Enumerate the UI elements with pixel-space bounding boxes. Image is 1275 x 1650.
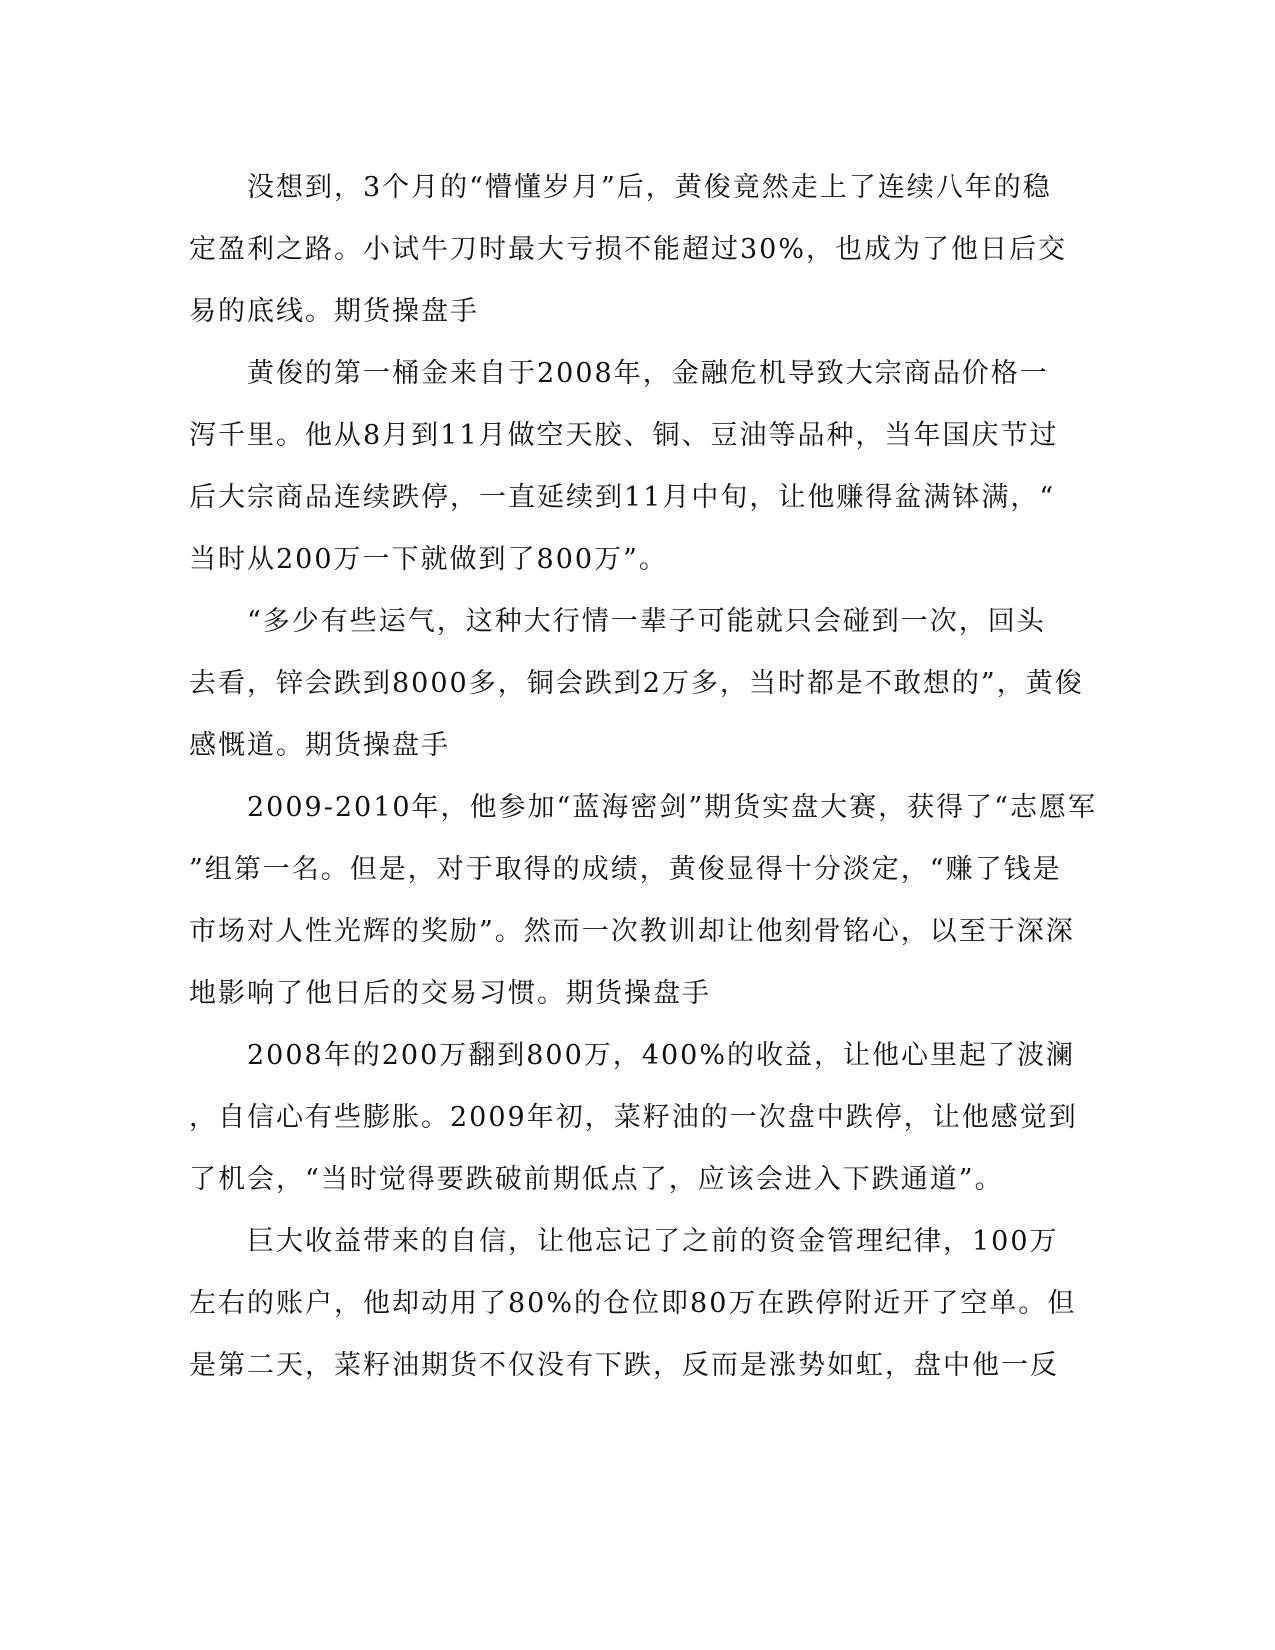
- text-line-11: 2009-2010年，他参加“蓝海密剑”期货实盘大赛，获得了“志愿军: [189, 792, 1097, 823]
- text-line-2: 定盈利之路。小试牛刀时最大亏损不能超过30%，也成为了他日后交: [189, 234, 1068, 265]
- text-line-8: “多少有些运气，这种大行情一辈子可能就只会碰到一次，回头: [189, 606, 1046, 637]
- text-line-20: 是第二天，菜籽油期货不仅没有下跌，反而是涨势如虹，盘中他一反: [189, 1350, 1059, 1381]
- text-line-15: 2008年的200万翻到800万，400%的收益，让他心里起了波澜: [189, 1040, 1075, 1071]
- text-line-14: 地影响了他日后的交易习惯。期货操盘手: [189, 978, 711, 1009]
- text-line-13: 市场对人性光辉的奖励”。然而一次教训却让他刻骨铭心，以至于深深: [189, 916, 1075, 947]
- text-line-9: 去看，锌会跌到8000多，铜会跌到2万多，当时都是不敢想的”，黄俊: [189, 668, 1084, 699]
- text-line-10: 感慨道。期货操盘手: [189, 730, 450, 761]
- text-line-19: 左右的账户，他却动用了80%的仓位即80万在跌停附近开了空单。但: [189, 1288, 1077, 1319]
- text-line-17: 了机会，“当时觉得要跌破前期低点了，应该会进入下跌通道”。: [189, 1164, 1004, 1195]
- text-line-18: 巨大收益带来的自信，让他忘记了之前的资金管理纪律，100万: [189, 1226, 1059, 1257]
- article-body: [189, 157, 1097, 1397]
- text-line-1: 没想到，3个月的“懵懂岁月”后，黄俊竟然走上了连续八年的稳: [189, 172, 1052, 203]
- text-line-12: ”组第一名。但是，对于取得的成绩，黄俊显得十分淡定，“赚了钱是: [189, 854, 1062, 885]
- text-line-3: 易的底线。期货操盘手: [189, 296, 479, 327]
- text-line-5: 泻千里。他从8月到11月做空天胶、铜、豆油等品种，当年国庆节过: [189, 420, 1059, 451]
- text-line-7: 当时从200万一下就做到了800万”。: [189, 544, 668, 575]
- text-line-4: 黄俊的第一桶金来自于2008年，金融危机导致大宗商品价格一: [189, 358, 1049, 389]
- text-line-16: ，自信心有些膨胀。2009年初，菜籽油的一次盘中跌停，让他感觉到: [189, 1102, 1078, 1133]
- text-line-6: 后大宗商品连续跌停，一直延续到11月中旬，让他赚得盆满钵满，“: [189, 482, 1056, 513]
